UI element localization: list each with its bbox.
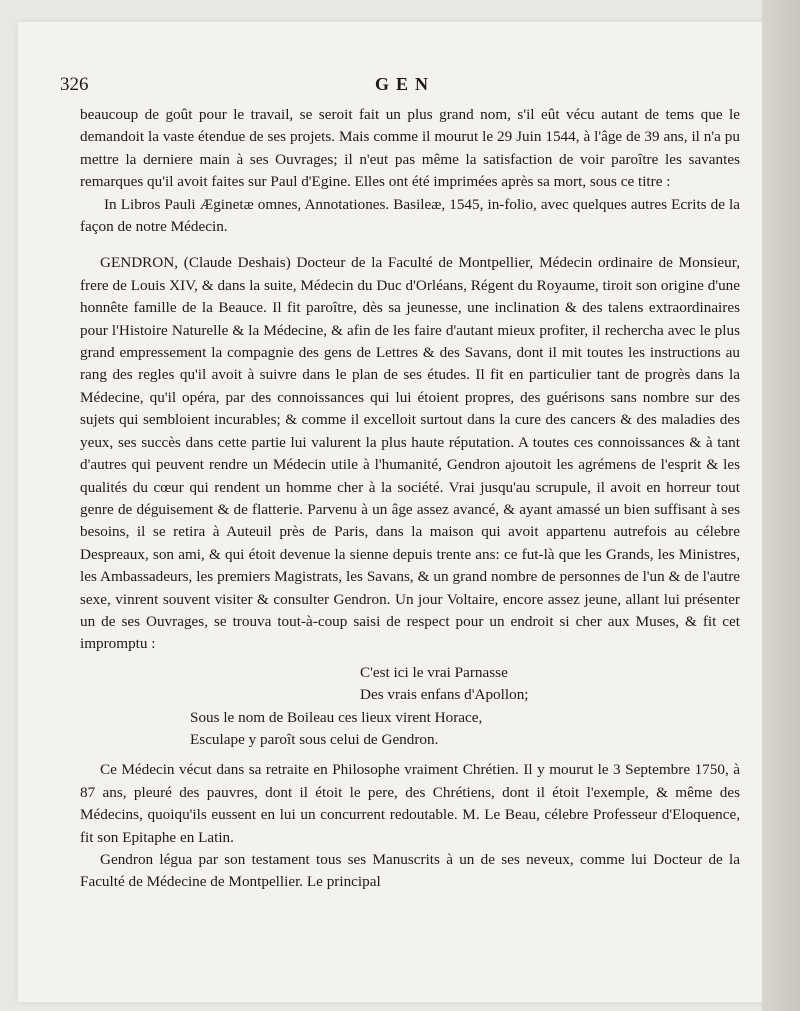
verse-line: C'est ici le vrai Parnasse xyxy=(360,663,508,681)
page-header xyxy=(60,74,750,98)
page-body xyxy=(80,104,740,894)
verse-line: Sous le nom de Boileau ces lieux virent Horace, xyxy=(190,708,483,726)
verse-line: Des vrais enfans d'Apollon; xyxy=(360,686,529,704)
entry-gendron: GENDRON, (Claude Deshais) Docteur de la Faculté de Montpellier, Médecin ordinaire de Monsieur, frere de Louis XIV, & dans la suite, Médecin du Duc d'Orléans, Régent du Royaume, tiroit son origine d'une honnête famille de la Beauce. Il fit paroître, dès sa jeunesse, une inclination & des talens extraordinaires pour l'Histoire Naturelle & la Médecine, & afin de les faire d'autant mieux profiter, il rechercha avec le plus grand empressement la compagnie des gens de Lettres & des Savans, dont il mit toutes les instructions au rang des regles qu'il avoit à suivre dans le plan de ses études. Il fit en particulier tant de progrès dans la Médecine, qu'il opéra, par des connoissances qui lui étoient propres, des guérisons sans nombre sur des sujets qui sembloient incurables; & comme il excelloit surtout dans la cure des cancers & des maladies des yeux, ses succès dans cette partie lui valurent la plus haute réputation. A toutes ces connoissances & à tant d'autres qui peuvent rendre un Médecin utile à l'humanité, Gendron ajoutoit les agrémens de l'esprit & les qualités du cœur qui rendent un homme cher à la société. Vrai jusqu'au scrupule, il avoit en horreur tout genre de déguisement & de flatterie. Parvenu à un âge assez avancé, & ayant amassé un bien suffisant à ses besoins, il se retira à Auteuil près de Paris, dans la maison qui avoit appartenu autrefois au célebre Despreaux, son ami, & qui étoit devenue la sienne depuis trente ans: ce fut-là que les Grands, les Ministres, les Ambassadeurs, les premiers Magistrats, les Savans, & un grand nombre de personnes de l'un & de l'autre sexe, vinrent souvent visiter & consulter Gendron. Un jour Voltaire, encore assez jeune, allant lui présenter un de ses Ouvrages, se trouva tout-à-coup saisi de respect pour un endroit si cher aux Muses, & fit cet impromptu : xyxy=(80,254,740,653)
paragraph-3: Ce Médecin vécut dans sa retraite en Philosophe vraiment Chrétien. Il y mourut le 3 Septembre 1750, à 87 ans, pleuré des pauvres, dont il étoit le pere, des Chrétiens, dont il étoit l'exemple, & même des Médecins, quoiqu'ils eussent en lui un concurrent redoutable. M. Le Beau, célebre Professeur d'Eloquence, fit son Epitaphe en Latin. xyxy=(80,761,740,846)
running-head: GEN xyxy=(374,74,435,94)
page-number: 326 xyxy=(60,74,89,95)
paragraph-1: beaucoup de goût pour le travail, se seroit fait un plus grand nom, s'il eût vécu autant de tems que le demandoit la vaste étendue de ses projets. Mais comme il mourut le 29 Juin 1544, à l'âge de 39 ans, il n'a pu mettre la derniere main à ses Ouvrages; il n'eut pas même la satisfaction de voir paroître les savantes remarques qu'il avoit faites sur Paul d'Egine. Elles ont été imprimées après sa mort, sous ce titre : xyxy=(80,106,740,191)
book-gutter xyxy=(762,0,800,1011)
citation-paragraph: In Libros Pauli Æginetæ omnes, Annotationes. Basileæ, 1545, in-folio, avec quelques autres Ecrits de la façon de notre Médecin. xyxy=(80,195,740,236)
paragraph-4: Gendron légua par son testament tous ses Manuscrits à un de ses neveux, comme lui Docteur de la Faculté de Médecine de Montpellier. Le principal xyxy=(80,851,740,891)
paragraph-gap xyxy=(80,238,740,252)
verse-impromptu xyxy=(80,662,740,752)
verse-line: Esculape y paroît sous celui de Gendron. xyxy=(190,730,439,748)
